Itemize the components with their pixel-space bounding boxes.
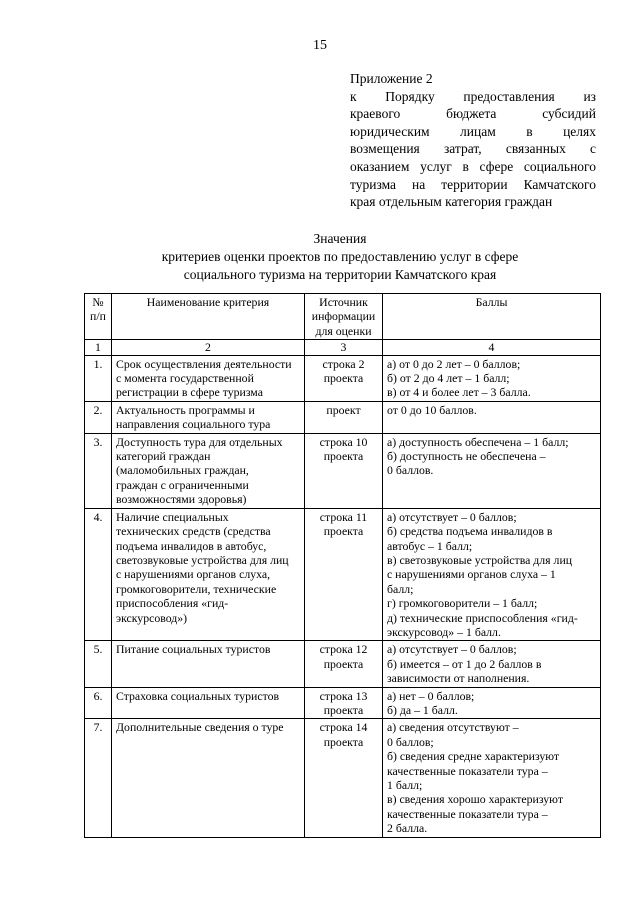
information-source <box>305 508 383 641</box>
criterion-name-line: громкоговорители, технические <box>116 581 277 596</box>
header-criterion-name <box>112 294 305 340</box>
points-description-line: б) доступность не обеспечена – <box>387 449 546 464</box>
points-description-line: б) имеется – от 1 до 2 баллов в <box>387 656 542 671</box>
criterion-name <box>112 355 305 401</box>
points-description-line: а) отсутствует – 0 баллов; <box>387 509 517 524</box>
annex-line: Приложение 2 <box>350 71 433 86</box>
document-title <box>0 230 640 284</box>
points-description <box>383 719 601 837</box>
information-source-line: проекта <box>323 449 364 464</box>
information-source-line: строка 2 <box>322 356 365 371</box>
points-description <box>383 355 601 401</box>
information-source <box>305 641 383 687</box>
points-description-line: с нарушениями органов слуха – 1 <box>387 567 556 582</box>
header-text: Баллы <box>475 295 508 309</box>
header-text: Источник <box>319 295 368 309</box>
points-description-line: в) светозвуковые устройства для лиц <box>387 552 573 567</box>
criterion-name-line: с момента государственной <box>116 371 254 386</box>
criterion-name-line: подъема инвалидов в автобус, <box>116 538 267 553</box>
information-source-line: проекта <box>323 702 364 717</box>
points-description-line: г) громкоговорители – 1 балл; <box>387 596 538 611</box>
annex-block <box>350 70 596 211</box>
points-description <box>383 433 601 508</box>
row-number: 1. <box>85 355 112 401</box>
table-row <box>85 355 601 401</box>
annex-line: краевого бюджета субсидий <box>350 106 596 122</box>
column-number: 3 <box>305 340 383 355</box>
table-row <box>85 641 601 687</box>
points-description-line: б) сведения средне характеризуют <box>387 749 560 764</box>
criterion-name-line: (маломобильных граждан, <box>116 463 249 478</box>
points-description-line: качественные показатели тура – <box>387 763 548 778</box>
information-source <box>305 355 383 401</box>
table-row <box>85 433 601 508</box>
annex-line: туризма на территории Камчатского <box>350 176 596 192</box>
criterion-name-line: регистрации в сфере туризма <box>116 385 263 400</box>
title-line-2: критериев оценки проектов по предоставлению услуг в сфере <box>161 249 519 264</box>
points-description-line: от 0 до 10 баллов. <box>387 402 477 417</box>
criterion-name-line: Питание социальных туристов <box>116 642 271 657</box>
annex-line: возмещения затрат, связанных с <box>350 141 596 157</box>
information-source-line: проекта <box>323 656 364 671</box>
points-description <box>383 641 601 687</box>
table-row <box>85 687 601 719</box>
points-description-line: а) отсутствует – 0 баллов; <box>387 642 517 657</box>
points-description-line: а) от 0 до 2 лет – 0 баллов; <box>387 356 521 371</box>
criterion-name-line: приспособления «гид- <box>116 596 229 611</box>
criterion-name-line: с нарушениями органов слуха, <box>116 567 271 582</box>
points-description-line: зависимости от наполнения. <box>387 671 530 686</box>
column-number: 2 <box>112 340 305 355</box>
points-description-line: балл; <box>387 581 414 596</box>
header-text: Наименование критерия <box>146 295 270 309</box>
criterion-name-line: Дополнительные сведения о туре <box>116 720 284 735</box>
annex-line: оказанием услуг в сфере социального <box>350 158 596 174</box>
points-description-line: д) технические приспособления «гид- <box>387 610 578 625</box>
criteria-table <box>84 293 601 838</box>
header-text: информации <box>311 309 376 324</box>
table-row <box>85 508 601 641</box>
points-description-line: б) от 2 до 4 лет – 1 балл; <box>387 371 510 386</box>
table-row <box>85 401 601 433</box>
points-description-line: качественные показатели тура – <box>387 806 548 821</box>
criterion-name-line: Доступность тура для отдельных <box>116 434 283 449</box>
points-description-line: 0 баллов; <box>387 734 434 749</box>
criterion-name-line: граждан с ограниченными <box>116 477 249 492</box>
row-number: 4. <box>85 508 112 641</box>
criterion-name-line: возможностями здоровья) <box>116 492 247 507</box>
points-description-line: б) да – 1 балл. <box>387 702 458 717</box>
header-number <box>85 294 112 340</box>
points-description-line: а) нет – 0 баллов; <box>387 688 475 703</box>
points-description-line: 0 баллов. <box>387 463 434 478</box>
criterion-name-line: Страховка социальных туристов <box>116 688 280 703</box>
criterion-name <box>112 433 305 508</box>
criterion-name <box>112 508 305 641</box>
points-description-line: а) сведения отсутствуют – <box>387 720 519 735</box>
row-number: 3. <box>85 433 112 508</box>
criterion-name-line: направления социального тура <box>116 417 271 432</box>
row-number: 7. <box>85 719 112 837</box>
information-source-line: проекта <box>323 371 364 386</box>
header-source <box>305 294 383 340</box>
column-number: 4 <box>383 340 601 355</box>
information-source-line: строка 11 <box>319 509 368 524</box>
header-text: для оценки <box>315 323 372 338</box>
criterion-name-line: категорий граждан <box>116 449 211 464</box>
points-description <box>383 508 601 641</box>
criterion-name <box>112 401 305 433</box>
criterion-name-line: Актуальность программы и <box>116 402 255 417</box>
header-text: № <box>92 295 104 309</box>
criterion-name-line: экскурсовод») <box>116 610 188 625</box>
page-number: 15 <box>313 38 327 53</box>
title-line-1: Значения <box>313 231 367 246</box>
table-header-row <box>85 294 601 340</box>
points-description-line: 2 балла. <box>387 821 428 836</box>
header-points <box>383 294 601 340</box>
information-source <box>305 687 383 719</box>
information-source-line: строка 13 <box>319 688 368 703</box>
annex-line: к Порядку предоставления из <box>350 88 596 104</box>
information-source-line: проекта <box>323 734 364 749</box>
information-source <box>305 401 383 433</box>
information-source-line: проект <box>326 402 361 417</box>
annex-line: юридическим лицам в целях <box>350 123 596 139</box>
information-source-line: строка 12 <box>319 642 368 657</box>
column-number: 1 <box>85 340 112 355</box>
row-number: 5. <box>85 641 112 687</box>
row-number: 6. <box>85 687 112 719</box>
points-description-line: в) сведения хорошо характеризуют <box>387 792 563 807</box>
points-description-line: б) средства подъема инвалидов в <box>387 524 553 539</box>
information-source <box>305 719 383 837</box>
criterion-name <box>112 719 305 837</box>
table-body <box>85 340 601 837</box>
criterion-name-line: светозвуковые устройства для лиц <box>116 552 289 567</box>
points-description-line: 1 балл; <box>387 778 423 792</box>
points-description-line: экскурсовод» – 1 балл. <box>387 624 501 639</box>
points-description-line: автобус – 1 балл; <box>387 538 473 553</box>
header-text: п/п <box>90 309 106 324</box>
points-description <box>383 401 601 433</box>
criterion-name <box>112 641 305 687</box>
information-source-line: проекта <box>323 524 364 539</box>
information-source-line: строка 10 <box>319 434 368 449</box>
criterion-name <box>112 687 305 719</box>
row-number: 2. <box>85 401 112 433</box>
points-description-line: в) от 4 и более лет – 3 балла. <box>387 385 531 400</box>
criterion-name-line: Наличие специальных <box>116 509 229 524</box>
information-source-line: строка 14 <box>319 720 368 735</box>
table-row <box>85 719 601 837</box>
title-line-3: социального туризма на территории Камчатского края <box>183 267 497 282</box>
criterion-name-line: технических средств (средства <box>116 524 271 539</box>
criterion-name-line: Срок осуществления деятельности <box>116 356 292 371</box>
points-description <box>383 687 601 719</box>
points-description-line: а) доступность обеспечена – 1 балл; <box>387 434 569 449</box>
information-source <box>305 433 383 508</box>
annex-line: края отдельным категория граждан <box>350 194 553 210</box>
column-number-row <box>85 340 601 355</box>
